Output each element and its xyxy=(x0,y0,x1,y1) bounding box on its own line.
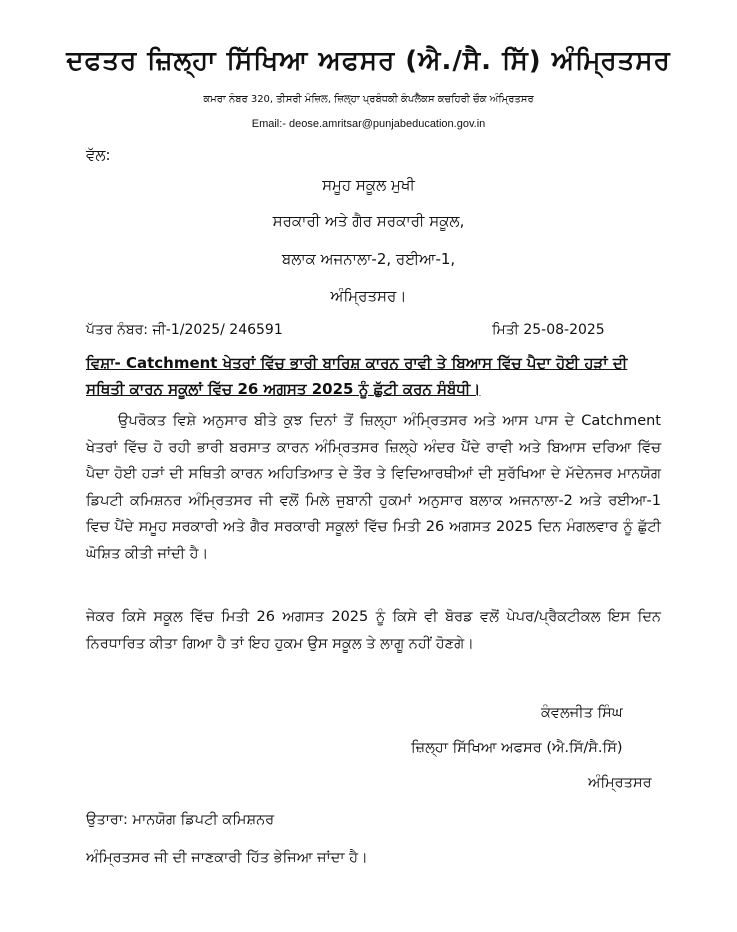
subject-text: Catchment ਖੇਤਰਾਂ ਵਿੱਚ ਭਾਰੀ ਬਾਰਿਸ਼ ਕਾਰਨ ਰਾਵੀ ਤੇ ਬਿਆਸ ਵਿੱਚ ਪੈਦਾ ਹੋਈ ਹੜਾਂ ਦੀ ਸਥਿਤੀ ਕਾਰਨ ਸਕੂਲਾਂ ਵਿੱਚ 26 ਅਗਸਤ 2025 ਨੂੰ ਛੁੱਟੀ ਕਰਨ ਸੰਬੰਧੀ। xyxy=(86,354,628,398)
signatory-place: ਅੰਮ੍ਰਿਤਸਰ xyxy=(588,775,652,791)
recipient-label: ਵੱਲ: xyxy=(86,146,111,164)
recipient-line-4: ਅੰਮ੍ਰਿਤਸਰ। xyxy=(330,287,407,305)
letter-number: ਪੱਤਰ ਨੰਬਰ: ਜੀ-1/2025/ 246591 xyxy=(86,322,283,338)
letterhead-address: ਕਮਰਾ ਨੰਬਰ 320, ਤੀਸਰੀ ਮੰਜ਼ਿਲ, ਜ਼ਿਲ੍ਹਾ ਪ੍ਰਬੰਧਕੀ ਕੰਪਲੈਕਸ ਕਚਹਿਰੀ ਚੌਕ ਅੰਮ੍ਰਿਤਸਰ xyxy=(203,94,534,105)
body-paragraph-2: ਜੇਕਰ ਕਿਸੇ ਸਕੂਲ ਵਿੱਚ ਮਿਤੀ 26 ਅਗਸਤ 2025 ਨੂੰ ਕਿਸੇ ਵੀ ਬੋਰਡ ਵਲੋਂ ਪੇਪਰ/ਪ੍ਰੈਕਟੀਕਲ ਇਸ ਦਿਨ ਨਿਰਧਾਰਿਤ ਕੀਤਾ ਗਿਆ ਹੈ ਤਾਂ ਇਹ ਹੁਕਮ ਉਸ ਸਕੂਲ ਤੇ ਲਾਗੂ ਨਹੀਂ ਹੋਣਗੇ। xyxy=(86,609,661,652)
signatory-name: ਕੰਵਲਜੀਤ ਸਿੰਘ xyxy=(541,705,623,721)
subject-label: ਵਿਸ਼ਾ- xyxy=(86,354,121,372)
recipient-line-3: ਬਲਾਕ ਅਜਨਾਲਾ-2, ਰਈਆ-1, xyxy=(281,250,456,268)
body-paragraph-1: ਉਪਰੋਕਤ ਵਿਸ਼ੇ ਅਨੁਸਾਰ ਬੀਤੇ ਕੁਝ ਦਿਨਾਂ ਤੋਂ ਜ਼ਿਲ੍ਹਾ ਅੰਮ੍ਰਿਤਸਰ ਅਤੇ ਆਸ ਪਾਸ ਦੇ Catchment ਖੇਤਰਾਂ ਵਿੱਚ ਹੋ ਰਹੀ ਭਾਰੀ ਬਰਸਾਤ ਕਾਰਨ ਅੰਮ੍ਰਿਤਸਰ ਜ਼ਿਲ੍ਹੇ ਅੰਦਰ ਪੈਂਦੇ ਰਾਵੀ ਅਤੇ ਬਿਆਸ ਦਰਿਆ ਵਿੱਚ ਪੈਦਾ ਹੋਈ ਹੜਾਂ ਦੀ ਸਥਿਤੀ ਕਾਰਨ ਅਹਿਤਿਆਤ ਦੇ ਤੌਰ ਤੇ ਵਿਦਿਆਰਥੀਆਂ ਦੀ ਸੁਰੱਖਿਆ ਦੇ ਮੱਦੇਨਜਰ ਮਾਨਯੋਗ ਡਿਪਟੀ ਕਮਿਸ਼ਨਰ ਅੰਮ੍ਰਿਤਸਰ ਜੀ ਵਲੋਂ ਮਿਲੇ ਜੁਬਾਨੀ ਹੁਕਮਾਂ ਅਨੁਸਾਰ ਬਲਾਕ ਅਜਨਾਲਾ-2 ਅਤੇ ਰਈਆ-1 ਵਿਚ ਪੈਂਦੇ ਸਮੂਹ ਸਰਕਾਰੀ ਅਤੇ ਗੈਰ ਸਰਕਾਰੀ ਸਕੂਲਾਂ ਵਿੱਚ ਮਿਤੀ 26 ਅਗਸਤ 2025 ਦਿਨ ਮੰਗਲਵਾਰ ਨੂੰ ਛੁੱਟੀ ਘੋਸ਼ਿਤ ਕੀਤੀ ਜਾਂਦੀ ਹੈ। xyxy=(86,413,661,562)
copy-to-line-2: ਅੰਮ੍ਰਿਤਸਰ ਜੀ ਦੀ ਜਾਣਕਾਰੀ ਹਿੱਤ ਭੇਜਿਆ ਜਾਂਦਾ ਹੈ। xyxy=(86,850,368,866)
signatory-designation: ਜ਼ਿਲ੍ਹਾ ਸਿੱਖਿਆ ਅਫਸਰ (ਐ.ਸਿੱ/ਸੈ.ਸਿੱ) xyxy=(411,740,623,756)
copy-to-line-1: ਉਤਾਰਾ: ਮਾਨਯੋਗ ਡਿਪਟੀ ਕਮਿਸ਼ਨਰ xyxy=(86,812,275,828)
subject xyxy=(86,350,661,402)
recipient-line-2: ਸਰਕਾਰੀ ਅਤੇ ਗੈਰ ਸਰਕਾਰੀ ਸਕੂਲ, xyxy=(272,212,465,230)
letter-date: ਮਿਤੀ 25-08-2025 xyxy=(492,322,605,338)
letterhead-title: ਦਫਤਰ ਜ਼ਿਲ੍ਹਾ ਸਿੱਖਿਆ ਅਫਸਰ (ਐ./ਸੈ. ਸਿੱ) ਅੰਮ੍ਰਿਤਸਰ xyxy=(66,46,671,76)
recipient-line-1: ਸਮੂਹ ਸਕੂਲ ਮੁਖੀ xyxy=(322,176,415,194)
letterhead-email: Email:- deose.amritsar@punjabeducation.gov.in xyxy=(251,118,486,130)
